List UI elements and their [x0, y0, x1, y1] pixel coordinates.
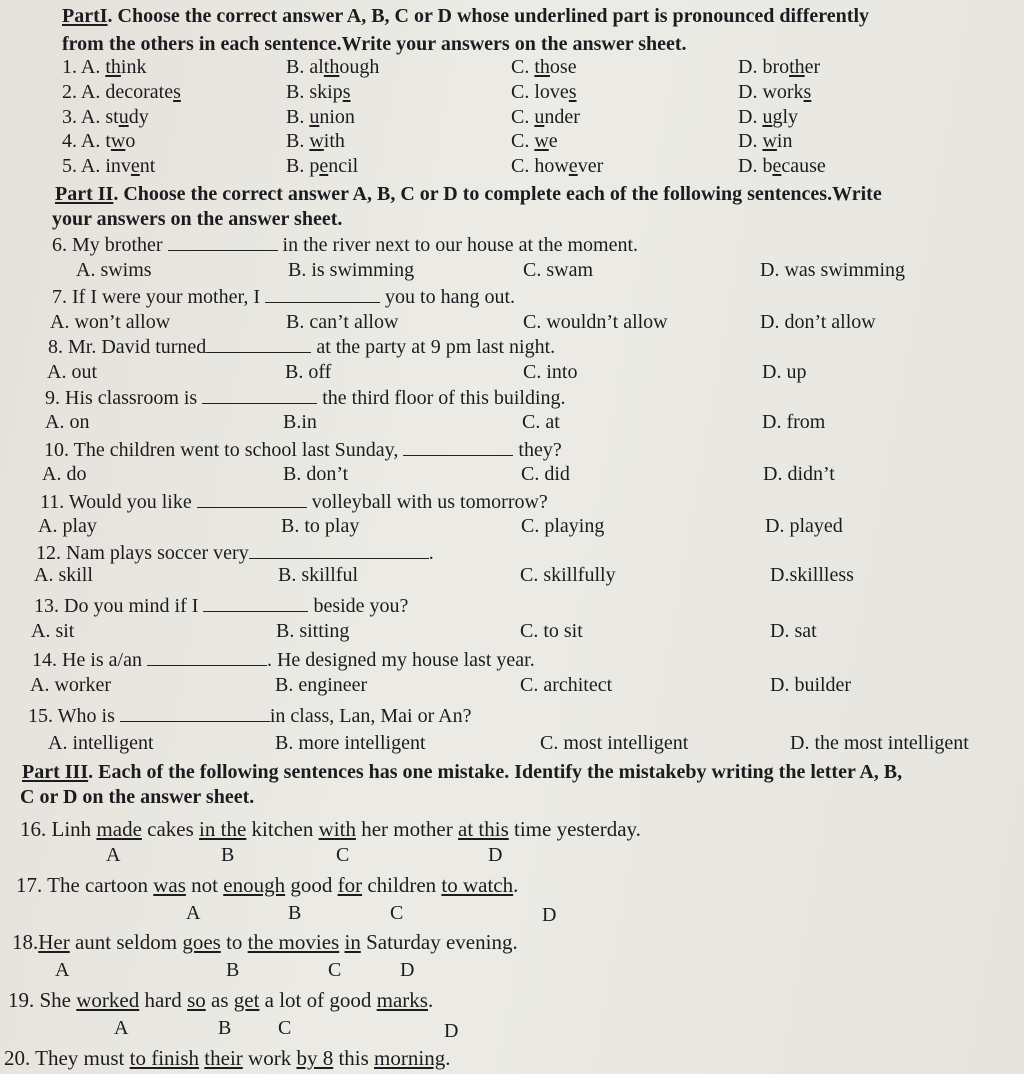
part2-q8-option-a: A. out	[47, 361, 97, 383]
part3-heading: Part III. Each of the following sentences has one mistake. Identify the mistakeby writing the letter A, B,	[22, 761, 903, 783]
question-text: . He designed my house last year.	[266, 649, 535, 671]
part2-q14-option-c: C. architect	[520, 674, 613, 696]
underlined-segment: their	[204, 1046, 243, 1070]
part3-s19-letter-c: C	[278, 1017, 292, 1039]
question-text: 11. Would you like	[40, 491, 197, 513]
part3-sentence-19	[8, 988, 433, 1012]
part2-q8-option-d: D. up	[762, 361, 807, 383]
part2-question-14	[32, 647, 535, 672]
option-text: C. how	[511, 155, 569, 177]
part2-q11-option-d: D. played	[765, 515, 843, 537]
part2-heading: Part II. Choose the correct answer A, B, C or D to complete each of the following sentences.Write	[55, 183, 882, 205]
part2-q9-option-d: D. from	[762, 411, 826, 433]
part1-q2-option-d	[738, 80, 811, 104]
option-text: 1. A.	[62, 56, 106, 78]
option-text: ink	[120, 56, 147, 78]
part2-question-9	[45, 385, 566, 410]
sentence-text: time yesterday.	[508, 817, 641, 841]
sentence-text: 16. Linh	[20, 817, 97, 841]
option-text: D. b	[738, 155, 773, 177]
part2-question-10	[44, 437, 562, 462]
underlined-segment: in the	[199, 817, 247, 841]
part3-s17-letter-a: A	[186, 902, 201, 924]
underlined-sound: e	[568, 155, 578, 177]
answer-blank	[265, 284, 380, 303]
part1-q1-option-a	[62, 55, 146, 79]
underlined-sound: th	[323, 56, 340, 78]
underlined-segment: in	[344, 930, 361, 954]
underlined-sound: u	[118, 106, 129, 128]
part3-s18-letter-d: D	[400, 959, 415, 981]
part3-s16-letter-c: C	[336, 844, 350, 866]
part2-q6-option-d: D. was swimming	[760, 259, 905, 281]
part2-q13-option-b: B. sitting	[276, 620, 350, 642]
sentence-text: hard	[139, 988, 188, 1012]
sentence-text: children	[362, 873, 442, 897]
part2-q10-option-d: D. didn’t	[763, 463, 835, 485]
question-text: the third floor of this building.	[317, 387, 566, 409]
part2-q13-option-a: A. sit	[31, 620, 75, 642]
option-text: D. bro	[738, 56, 790, 78]
sentence-text: aunt seldom	[69, 930, 183, 954]
underlined-segment: was	[153, 873, 186, 897]
part2-question-11	[40, 489, 548, 514]
underlined-sound: s	[342, 81, 351, 103]
part2-q13-option-d: D. sat	[770, 620, 817, 642]
sentence-text: as	[205, 988, 234, 1012]
question-text: 10. The children went to school last Sunday,	[44, 439, 404, 461]
sentence-text: .	[445, 1046, 451, 1070]
question-text: at the party at 9 pm last night.	[311, 336, 556, 358]
option-text: nder	[544, 106, 580, 128]
part2-q15-option-c: C. most intelligent	[540, 732, 689, 754]
answer-blank	[403, 437, 513, 456]
part2-q15-option-b: B. more intelligent	[275, 732, 426, 754]
part3-s18-letter-c: C	[328, 959, 342, 981]
part2-q11-option-a: A. play	[38, 515, 97, 537]
part1-q1-option-c	[511, 55, 577, 79]
option-text: nion	[319, 106, 355, 128]
option-text: ose	[549, 56, 577, 78]
part1-q4-option-c	[511, 129, 558, 153]
option-text: C.	[511, 106, 535, 128]
part2-q11-option-b: B. to play	[281, 515, 360, 537]
underlined-sound: th	[789, 56, 805, 78]
answer-blank	[120, 703, 270, 722]
question-text: 6. My brother	[52, 234, 168, 256]
underlined-segment: marks	[376, 988, 428, 1012]
underlined-sound: e	[130, 155, 140, 177]
option-text: D.	[738, 130, 763, 152]
sentence-text: .	[427, 988, 434, 1012]
sentence-text: .	[513, 873, 519, 897]
question-text: 9. His classroom is	[45, 387, 203, 409]
part2-q15-option-d: D. the most intelligent	[790, 732, 969, 754]
part2-q8-option-c: C. into	[523, 361, 578, 383]
part2-q9-option-c: C. at	[522, 411, 560, 433]
sentence-text: 19. She	[8, 988, 77, 1012]
underlined-segment: enough	[223, 873, 286, 897]
option-text: nt	[139, 155, 156, 177]
part1-q4-option-b	[286, 129, 345, 153]
part3-sentence-17	[16, 873, 518, 897]
question-text: 7. If I were your mother, I	[52, 286, 266, 308]
part3-s16-letter-a: A	[106, 844, 121, 866]
option-text: B. p	[286, 155, 320, 177]
sentence-text: Saturday evening.	[360, 930, 518, 954]
part2-q6-option-b: B. is swimming	[288, 259, 415, 281]
question-text: 12. Nam plays soccer very	[36, 542, 249, 564]
part3-heading-line2: C or D on the answer sheet.	[20, 786, 255, 808]
underlined-sound: u	[762, 106, 773, 128]
underlined-segment: worked	[76, 988, 140, 1012]
question-text: 14. He is a/an	[32, 649, 147, 671]
part2-q14-option-b: B. engineer	[275, 674, 368, 696]
question-text: in class, Lan, Mai or An?	[269, 705, 472, 727]
part3-s18-letter-b: B	[226, 959, 240, 981]
part2-q14-option-a: A. worker	[30, 674, 112, 696]
answer-blank	[202, 385, 317, 404]
part3-sentence-18	[12, 930, 518, 954]
part1-heading-line2: from the others in each sentence.Write your answers on the answer sheet.	[62, 33, 687, 55]
sentence-text: her mother	[355, 817, 458, 841]
question-text: you to hang out.	[380, 286, 516, 308]
sentence-text: work	[242, 1046, 297, 1070]
part2-question-13	[34, 593, 408, 618]
underlined-segment: get	[233, 988, 260, 1012]
sentence-text: a lot of good	[259, 988, 377, 1012]
question-text: beside you?	[308, 595, 409, 617]
sentence-text: 20. They must	[4, 1046, 130, 1070]
sentence-text: not	[185, 873, 224, 897]
part2-q6-option-c: C. swam	[523, 259, 593, 281]
sentence-text: good	[285, 873, 338, 897]
part3-s19-letter-d: D	[444, 1020, 459, 1042]
underlined-segment: to finish	[129, 1046, 200, 1070]
part2-q6-option-a: A. swims	[76, 259, 152, 281]
underlined-sound: e	[319, 155, 329, 177]
part2-q12-option-b: B. skillful	[278, 564, 359, 586]
underlined-segment: by 8	[296, 1046, 334, 1070]
option-text: o	[125, 130, 136, 152]
part2-q10-option-a: A. do	[42, 463, 87, 485]
sentence-text: to	[220, 930, 248, 954]
part2-q12-option-a: A. skill	[34, 564, 93, 586]
underlined-sound: w	[762, 130, 777, 152]
underlined-segment: for	[337, 873, 363, 897]
underlined-segment: goes	[182, 930, 221, 954]
part1-q3-option-c	[511, 105, 580, 129]
option-text: C.	[511, 130, 535, 152]
part1-q2-option-a	[62, 80, 181, 104]
option-text: dy	[128, 106, 149, 128]
option-text: er	[804, 56, 821, 78]
part2-q7-option-c: C. wouldn’t allow	[523, 311, 668, 333]
part2-q7-option-d: D. don’t allow	[760, 311, 876, 333]
option-text: C.	[511, 56, 535, 78]
underlined-sound: s	[173, 81, 181, 103]
part1-q2-option-c	[511, 80, 577, 104]
part3-s16-letter-b: B	[221, 844, 235, 866]
part1-q5-option-d	[738, 154, 826, 178]
part2-question-15	[28, 703, 471, 728]
option-text: ncil	[328, 155, 359, 177]
part2-q12-option-c: C. skillfully	[520, 564, 616, 586]
part2-q15-option-a: A. intelligent	[48, 732, 154, 754]
part1-q3-option-b	[286, 105, 355, 129]
part2-q9-option-a: A. on	[45, 411, 90, 433]
question-text: they?	[513, 439, 562, 461]
part2-q12-option-d: D.skillless	[770, 564, 854, 586]
part3-sentence-20	[4, 1046, 450, 1070]
part2-question-7	[52, 284, 515, 309]
part2-question-8	[48, 334, 555, 359]
part1-q1-option-d	[738, 55, 820, 79]
option-text: D. work	[738, 81, 804, 103]
option-text: cause	[781, 155, 826, 177]
underlined-sound: w	[309, 130, 324, 152]
part3-s19-letter-a: A	[114, 1017, 129, 1039]
underlined-segment: so	[187, 988, 206, 1012]
underlined-segment: morning	[374, 1046, 446, 1070]
underlined-segment: at this	[458, 817, 509, 841]
part1-heading: PartI. Choose the correct answer A, B, C or D whose underlined part is pronounced differently	[62, 5, 870, 27]
option-text: B.	[286, 106, 310, 128]
underlined-segment: Her	[38, 930, 70, 954]
part2-question-12	[36, 540, 434, 565]
underlined-sound: e	[772, 155, 782, 177]
part3-s16-letter-d: D	[488, 844, 503, 866]
part2-heading-line2: your answers on the answer sheet.	[52, 208, 343, 230]
question-text: 13. Do you mind if I	[34, 595, 204, 617]
sentence-text: 18.	[12, 930, 39, 954]
option-text: ough	[339, 56, 380, 78]
part2-q9-option-b: B.in	[283, 411, 317, 433]
option-text: e	[548, 130, 558, 152]
part3-sentence-16	[20, 817, 641, 841]
sentence-text: cakes	[141, 817, 200, 841]
underlined-sound: s	[568, 81, 577, 103]
underlined-sound: u	[534, 106, 545, 128]
underlined-sound: th	[105, 56, 121, 78]
question-text: in the river next to our house at the moment.	[277, 234, 639, 256]
question-text: 15. Who is	[28, 705, 120, 727]
part1-q5-option-a	[62, 154, 155, 178]
underlined-sound: th	[534, 56, 550, 78]
part3-s17-letter-d: D	[542, 904, 557, 926]
underlined-sound: w	[110, 130, 126, 152]
part2-q8-option-b: B. off	[285, 361, 332, 383]
part1-q5-option-b	[286, 154, 358, 178]
part2-q11-option-c: C. playing	[521, 515, 605, 537]
option-text: D.	[738, 106, 763, 128]
answer-blank	[203, 593, 308, 612]
sentence-text: kitchen	[246, 817, 319, 841]
option-text: B. al	[286, 56, 324, 78]
underlined-segment: made	[96, 817, 142, 841]
part2-q14-option-d: D. builder	[770, 674, 852, 696]
option-text: 5. A. inv	[62, 155, 131, 177]
question-text: volleyball with us tomorrow?	[306, 491, 548, 513]
underlined-segment: the movies	[247, 930, 340, 954]
option-text: 2. A. decorate	[62, 81, 174, 103]
question-text: .	[428, 542, 434, 564]
part1-q3-option-d	[738, 105, 798, 129]
part1-q4-option-d	[738, 129, 792, 153]
option-text: ver	[577, 155, 604, 177]
option-text: B.	[286, 130, 310, 152]
part2-q7-option-a: A. won’t allow	[50, 311, 171, 333]
part2-q10-option-b: B. don’t	[283, 463, 349, 485]
option-text: 4. A. t	[62, 130, 111, 152]
underlined-segment: with	[318, 817, 356, 841]
answer-blank	[197, 489, 307, 508]
option-text: in	[776, 130, 793, 152]
part2-q13-option-c: C. to sit	[520, 620, 583, 642]
option-text: gly	[772, 106, 799, 128]
part2-q7-option-b: B. can’t allow	[286, 311, 399, 333]
option-text: 3. A. st	[62, 106, 119, 128]
part2-question-6	[52, 232, 638, 257]
part1-q3-option-a	[62, 105, 149, 129]
part1-q1-option-b	[286, 55, 379, 79]
answer-blank	[206, 334, 311, 353]
sentence-text: this	[333, 1046, 375, 1070]
part3-s17-letter-b: B	[288, 902, 302, 924]
option-text: C. love	[511, 81, 569, 103]
part2-q10-option-c: C. did	[521, 463, 570, 485]
underlined-sound: s	[803, 81, 812, 103]
underlined-sound: u	[309, 106, 320, 128]
part3-s18-letter-a: A	[55, 959, 70, 981]
option-text: ith	[323, 130, 345, 152]
answer-blank	[249, 540, 429, 559]
sentence-text: 17. The cartoon	[16, 873, 154, 897]
part3-s17-letter-c: C	[390, 902, 404, 924]
part1-q4-option-a	[62, 129, 135, 153]
part1-q5-option-c	[511, 154, 603, 178]
question-text: 8. Mr. David turned	[48, 336, 207, 358]
part3-s19-letter-b: B	[218, 1017, 232, 1039]
answer-blank	[168, 232, 278, 251]
underlined-sound: w	[534, 130, 549, 152]
part1-q2-option-b	[286, 80, 350, 104]
underlined-segment: to watch	[441, 873, 514, 897]
option-text: B. skip	[286, 81, 343, 103]
answer-blank	[147, 647, 267, 666]
